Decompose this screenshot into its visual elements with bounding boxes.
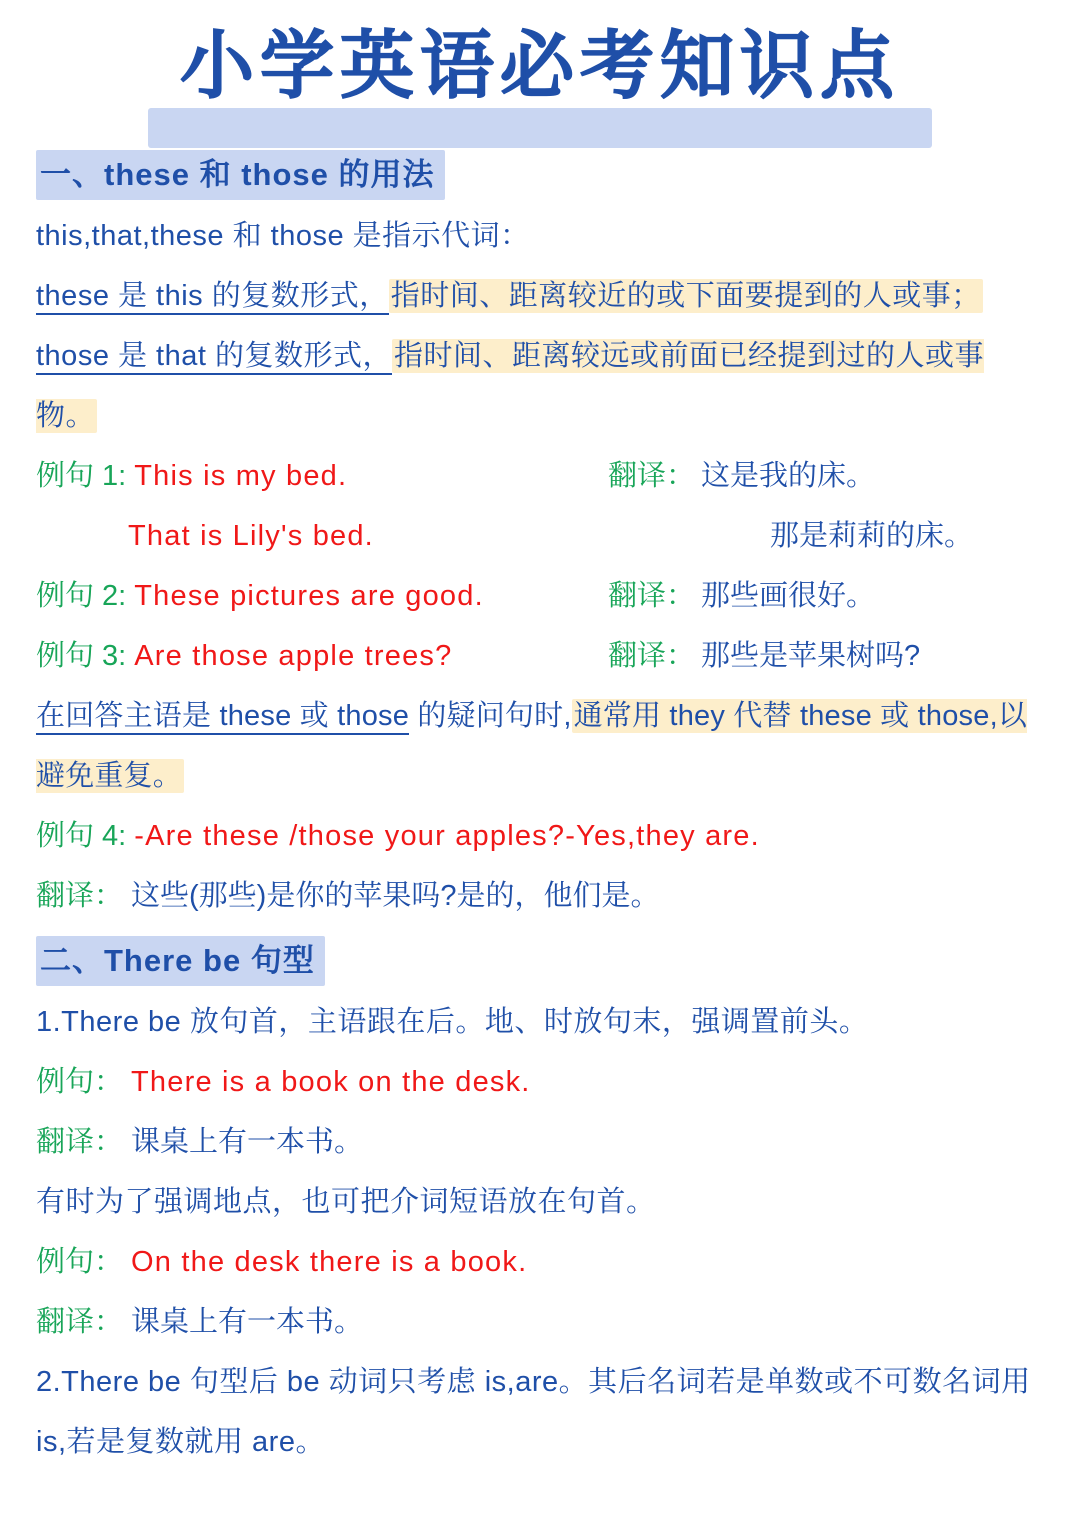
rule-1-underlined: these 是 this 的复数形式， [36, 280, 389, 315]
translation-label: 翻译： [36, 1126, 124, 1158]
example-row [36, 566, 1044, 626]
translation-label: 翻译： [608, 580, 696, 612]
translation-row [36, 1292, 1044, 1352]
example-row [36, 626, 1044, 686]
translation-label: 翻译： [36, 880, 124, 912]
section-2-rule-emphasis: 有时为了强调地点，也可把介词短语放在句首。 [36, 1186, 656, 1218]
rule-3-highlight: 通常用 they 代替 these 或 those,以避免重复。 [36, 700, 1028, 792]
example-sentence: -Are these /those your apples?-Yes,they are. [134, 820, 760, 852]
section-1-heading: 一、these 和 those 的用法 [36, 150, 445, 200]
translation-row [36, 1112, 1044, 1172]
translation-text: 那些是苹果树吗? [701, 640, 921, 672]
rule-2-highlight: 指时间、距离较远或前面已经提到过的人或事物。 [36, 340, 985, 432]
example-tag: 例句 4: [36, 820, 127, 852]
example-tag: 例句： [36, 1246, 124, 1278]
example-sentence: These pictures are good. [134, 580, 484, 612]
translation-row [36, 866, 1044, 926]
translation-label: 翻译： [608, 640, 696, 672]
example-row [36, 446, 1044, 506]
rule-3-middle: 的疑问句时, [409, 700, 572, 732]
example-sentence: On the desk there is a book. [131, 1246, 528, 1278]
rule-1-highlight: 指时间、距离较近的或下面要提到的人或事； [390, 280, 981, 312]
section-2-rule-1: 1.There be 放句首，主语跟在后。地、时放句末，强调置前头。 [36, 1006, 869, 1038]
translation-text: 课桌上有一本书。 [131, 1126, 364, 1158]
example-tag: 例句 1: [36, 460, 127, 492]
example-tag: 例句 3: [36, 640, 127, 672]
section-1-rule-2 [36, 326, 1044, 446]
translation-text: 这是我的床。 [701, 460, 876, 492]
example-row [36, 506, 1044, 566]
section-2-rule-2: 2.There be 句型后 be 动词只考虑 is,are。其后名词若是单数或不可数名词用 is,若是复数就用 are。 [36, 1366, 1031, 1458]
page-title: 小学英语必考知识点 [180, 24, 900, 107]
section-1-intro: this,that,these 和 those 是指示代词： [36, 220, 530, 252]
title-block [36, 0, 1044, 140]
rule-3-underlined: 在回答主语是 these 或 those [36, 700, 409, 735]
example-sentence: This is my bed. [134, 460, 348, 492]
section-these-those [36, 140, 1044, 926]
section-there-be [36, 926, 1044, 1472]
example-row [36, 1052, 1044, 1112]
translation-label: 翻译： [36, 1306, 124, 1338]
example-row [36, 1232, 1044, 1292]
translation-text: 这些(那些)是你的苹果吗?是的，他们是。 [131, 880, 660, 912]
example-tag: 例句： [36, 1066, 124, 1098]
translation-text: 那些画很好。 [701, 580, 876, 612]
translation-label: 翻译： [608, 460, 696, 492]
example-tag: 例句 2: [36, 580, 127, 612]
title-highlight-bar [148, 108, 932, 148]
section-1-rule-1 [36, 266, 1044, 326]
section-1-rule-3 [36, 686, 1044, 806]
section-2-heading: 二、There be 句型 [36, 936, 325, 986]
rule-2-underlined: those 是 that 的复数形式， [36, 340, 392, 375]
example-row [36, 806, 1044, 866]
example-sentence: There is a book on the desk. [131, 1066, 531, 1098]
translation-text: 课桌上有一本书。 [131, 1306, 364, 1338]
example-sentence: That is Lily's bed. [128, 520, 374, 552]
example-sentence: Are those apple trees? [134, 640, 453, 672]
translation-text: 那是莉莉的床。 [770, 520, 974, 552]
